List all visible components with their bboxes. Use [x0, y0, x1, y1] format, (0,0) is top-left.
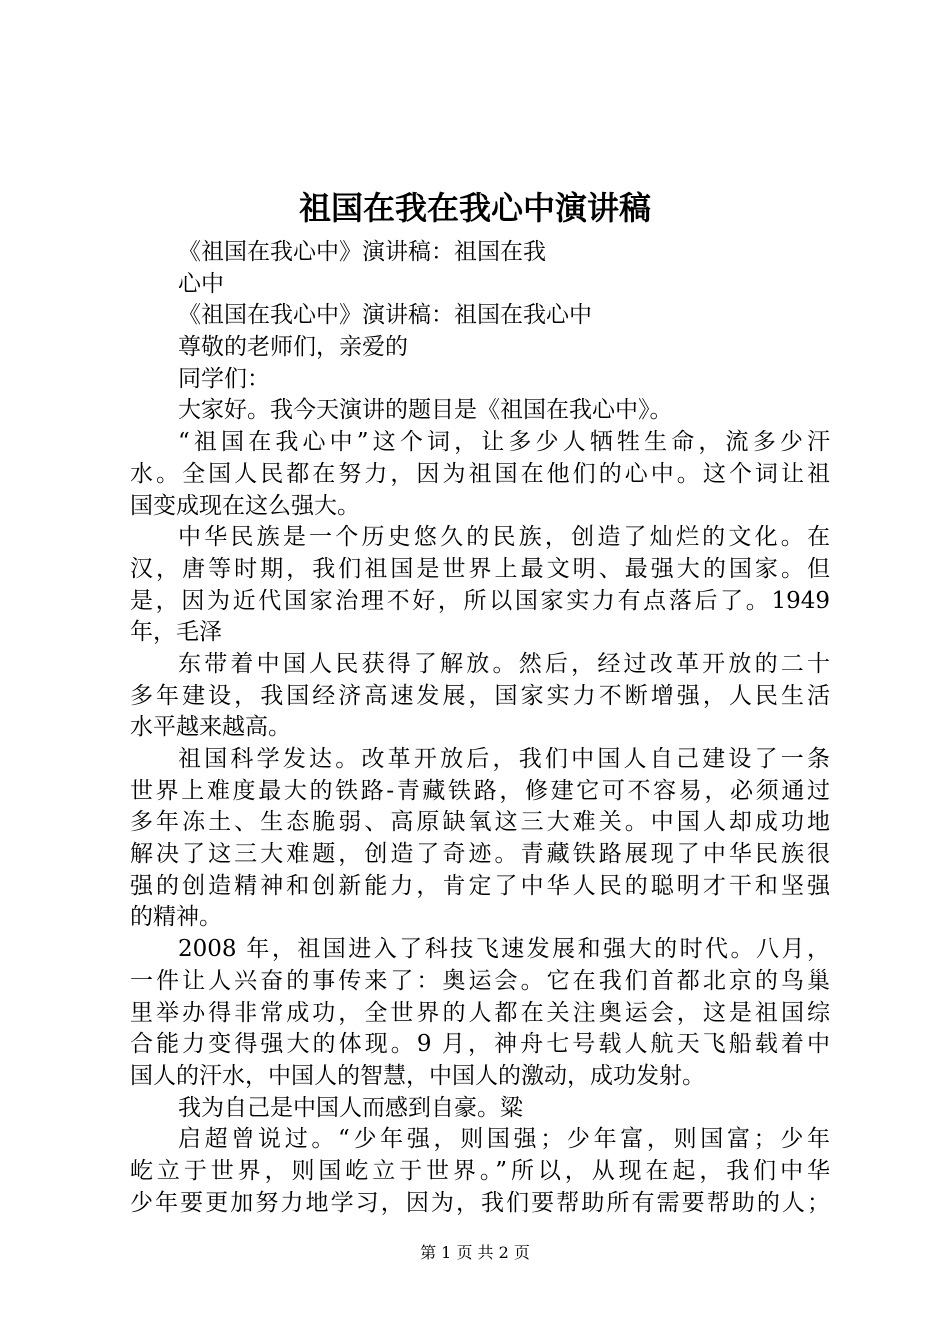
text-line: 合能力变得强大的体现。9 月，神舟七号载人航天飞船载着中 — [130, 1031, 830, 1058]
text-line: 国变成现在这么强大。 — [130, 492, 360, 519]
text-line: 水平越来越高。 — [130, 714, 291, 741]
text-line: 国人的汗水，中国人的智慧，中国人的激动，成功发射。 — [130, 1062, 705, 1089]
document-body — [130, 237, 830, 1219]
text-line: 是，因为近代国家治理不好，所以国家实力有点落后了。1949 — [130, 587, 830, 614]
text-line: 年，毛泽 — [130, 619, 222, 646]
text-line: 汉，唐等时期，我们祖国是世界上最文明、最强大的国家。但 — [130, 555, 830, 582]
text-line: 同学们： — [178, 365, 270, 392]
text-line: 多年冻土、生态脆弱、高原缺氧这三大难关。中国人却成功地 — [130, 809, 830, 836]
text-line: 屹立于世界，则国屹立于世界。”所以，从现在起，我们中华 — [130, 1157, 830, 1184]
text-line: 里举办得非常成功，全世界的人都在关注奥运会，这是祖国综 — [130, 999, 830, 1026]
text-line: 的精神。 — [130, 904, 222, 931]
text-line: 2008 年，祖国进入了科技飞速发展和强大的时代。八月， — [178, 936, 830, 963]
text-line: 心中 — [178, 270, 224, 297]
text-line: 一件让人兴奋的事传来了：奥运会。它在我们首都北京的鸟巢 — [130, 967, 830, 994]
text-line: 解决了这三大难题，创造了奇迹。青藏铁路展现了中华民族很 — [130, 841, 830, 868]
text-line: 启超曾说过。“少年强，则国强；少年富，则国富；少年 — [178, 1126, 830, 1153]
text-line: 少年要更加努力地学习，因为，我们要帮助所有需要帮助的人； — [130, 1189, 830, 1216]
text-line: 世界上难度最大的铁路-青藏铁路，修建它可不容易，必须通过 — [130, 777, 830, 804]
text-line: 祖国科学发达。改革开放后，我们中国人自己建设了一条 — [178, 746, 830, 772]
text-line: 多年建设，我国经济高速发展，国家实力不断增强，人民生活 — [130, 682, 830, 709]
document-title: 祖国在我在我心中演讲稿 — [298, 189, 651, 227]
text-line: 《祖国在我心中》演讲稿：祖国在我心中 — [178, 302, 592, 329]
text-line: 东带着中国人民获得了解放。然后，经过改革开放的二十 — [178, 650, 830, 677]
text-line: 我为自己是中国人而感到自豪。粱 — [178, 1094, 523, 1121]
text-line: 尊敬的老师们，亲爱的 — [178, 334, 408, 361]
text-line: 中华民族是一个历史悠久的民族，创造了灿烂的文化。在 — [178, 524, 830, 551]
text-line: 大家好。我今天演讲的题目是《祖国在我心中》。 — [178, 397, 673, 424]
text-line: 《祖国在我心中》演讲稿：祖国在我 — [178, 239, 546, 265]
page-footer: 第 1 页 共 2 页 — [420, 1243, 530, 1262]
text-line: 强的创造精神和创新能力，肯定了中华人民的聪明才干和坚强 — [130, 872, 830, 899]
text-line: “祖国在我心中”这个词，让多少人牺牲生命，流多少汗 — [178, 429, 830, 456]
text-line: 水。全国人民都在努力，因为祖国在他们的心中。这个词让祖 — [130, 460, 830, 487]
